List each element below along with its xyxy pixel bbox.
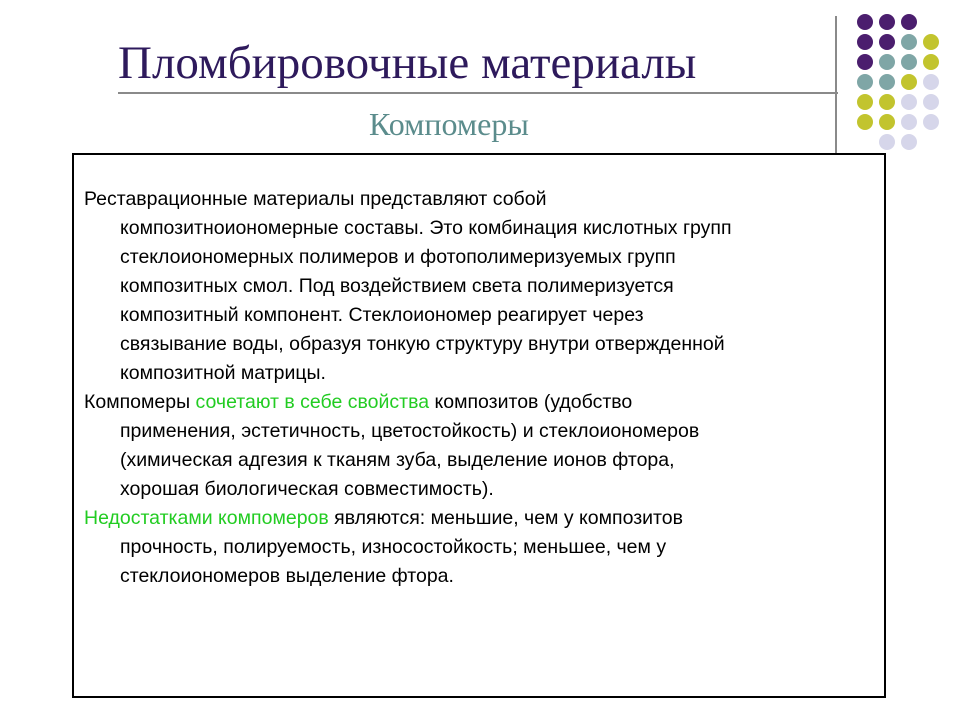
text-line: применения, эстетичность, цветостойкость) и стеклоиономеров xyxy=(120,420,700,442)
text-line: композитной матрицы. xyxy=(120,362,326,384)
decor-dot xyxy=(901,54,917,70)
decor-dot xyxy=(923,94,939,110)
decor-dot xyxy=(901,34,917,50)
text-line xyxy=(84,504,874,533)
text-line: стеклоиономеров выделение фтора. xyxy=(120,565,454,587)
slide-title: Пломбировочные материалы xyxy=(118,37,697,89)
decor-dot xyxy=(923,54,939,70)
text-line: композитных смол. Под воздействием света полимеризуется xyxy=(120,275,674,297)
slide-subtitle: Компомеры xyxy=(369,106,529,142)
text-segment: Компомеры xyxy=(84,391,196,413)
decor-dot xyxy=(879,34,895,50)
decor-vertical-line xyxy=(835,16,837,176)
decor-dot xyxy=(857,74,873,90)
decor-dot xyxy=(857,34,873,50)
decor-dot xyxy=(923,34,939,50)
decor-horizontal-line xyxy=(118,92,838,94)
decor-dot xyxy=(901,94,917,110)
text-line xyxy=(84,388,874,417)
decor-dot xyxy=(879,54,895,70)
paragraph-drawbacks xyxy=(84,504,874,591)
decor-dot xyxy=(923,74,939,90)
decor-dot xyxy=(879,114,895,130)
highlight-text: Недостатками компомеров xyxy=(84,507,329,529)
decor-dot xyxy=(901,74,917,90)
decor-dot xyxy=(923,114,939,130)
text-line: композитный компонент. Стеклоиономер реагирует через xyxy=(120,304,644,326)
content-box xyxy=(72,153,886,698)
paragraph-composition xyxy=(84,185,874,388)
decor-dot xyxy=(901,14,917,30)
text-segment: композитов (удобство xyxy=(429,391,633,413)
text-line: композитноиономерные составы. Это комбинация кислотных групп xyxy=(120,217,732,239)
text-line: (химическая адгезия к тканям зуба, выделение ионов фтора, xyxy=(120,449,675,471)
decor-dot xyxy=(857,54,873,70)
decor-dot xyxy=(901,114,917,130)
text-line: Реставрационные материалы представляют собой xyxy=(84,188,547,210)
decor-dot xyxy=(879,74,895,90)
decor-dot xyxy=(901,134,917,150)
paragraph-properties xyxy=(84,388,874,504)
decor-dot xyxy=(879,134,895,150)
highlight-text: сочетают в себе свойства xyxy=(195,391,430,413)
text-line: связывание воды, образуя тонкую структуру внутри отвержденной xyxy=(120,333,725,355)
text-line: прочность, полируемость, износостойкость; меньшее, чем у xyxy=(120,536,667,558)
text-line: стеклоиономерных полимеров и фотополимеризуемых групп xyxy=(120,246,676,268)
decor-dot xyxy=(857,14,873,30)
decor-dot xyxy=(857,114,873,130)
decor-dot xyxy=(857,94,873,110)
decor-dot xyxy=(879,14,895,30)
text-line: хорошая биологическая совместимость). xyxy=(120,478,494,500)
decor-dot xyxy=(879,94,895,110)
text-segment: являются: меньшие, чем у композитов xyxy=(328,507,683,529)
